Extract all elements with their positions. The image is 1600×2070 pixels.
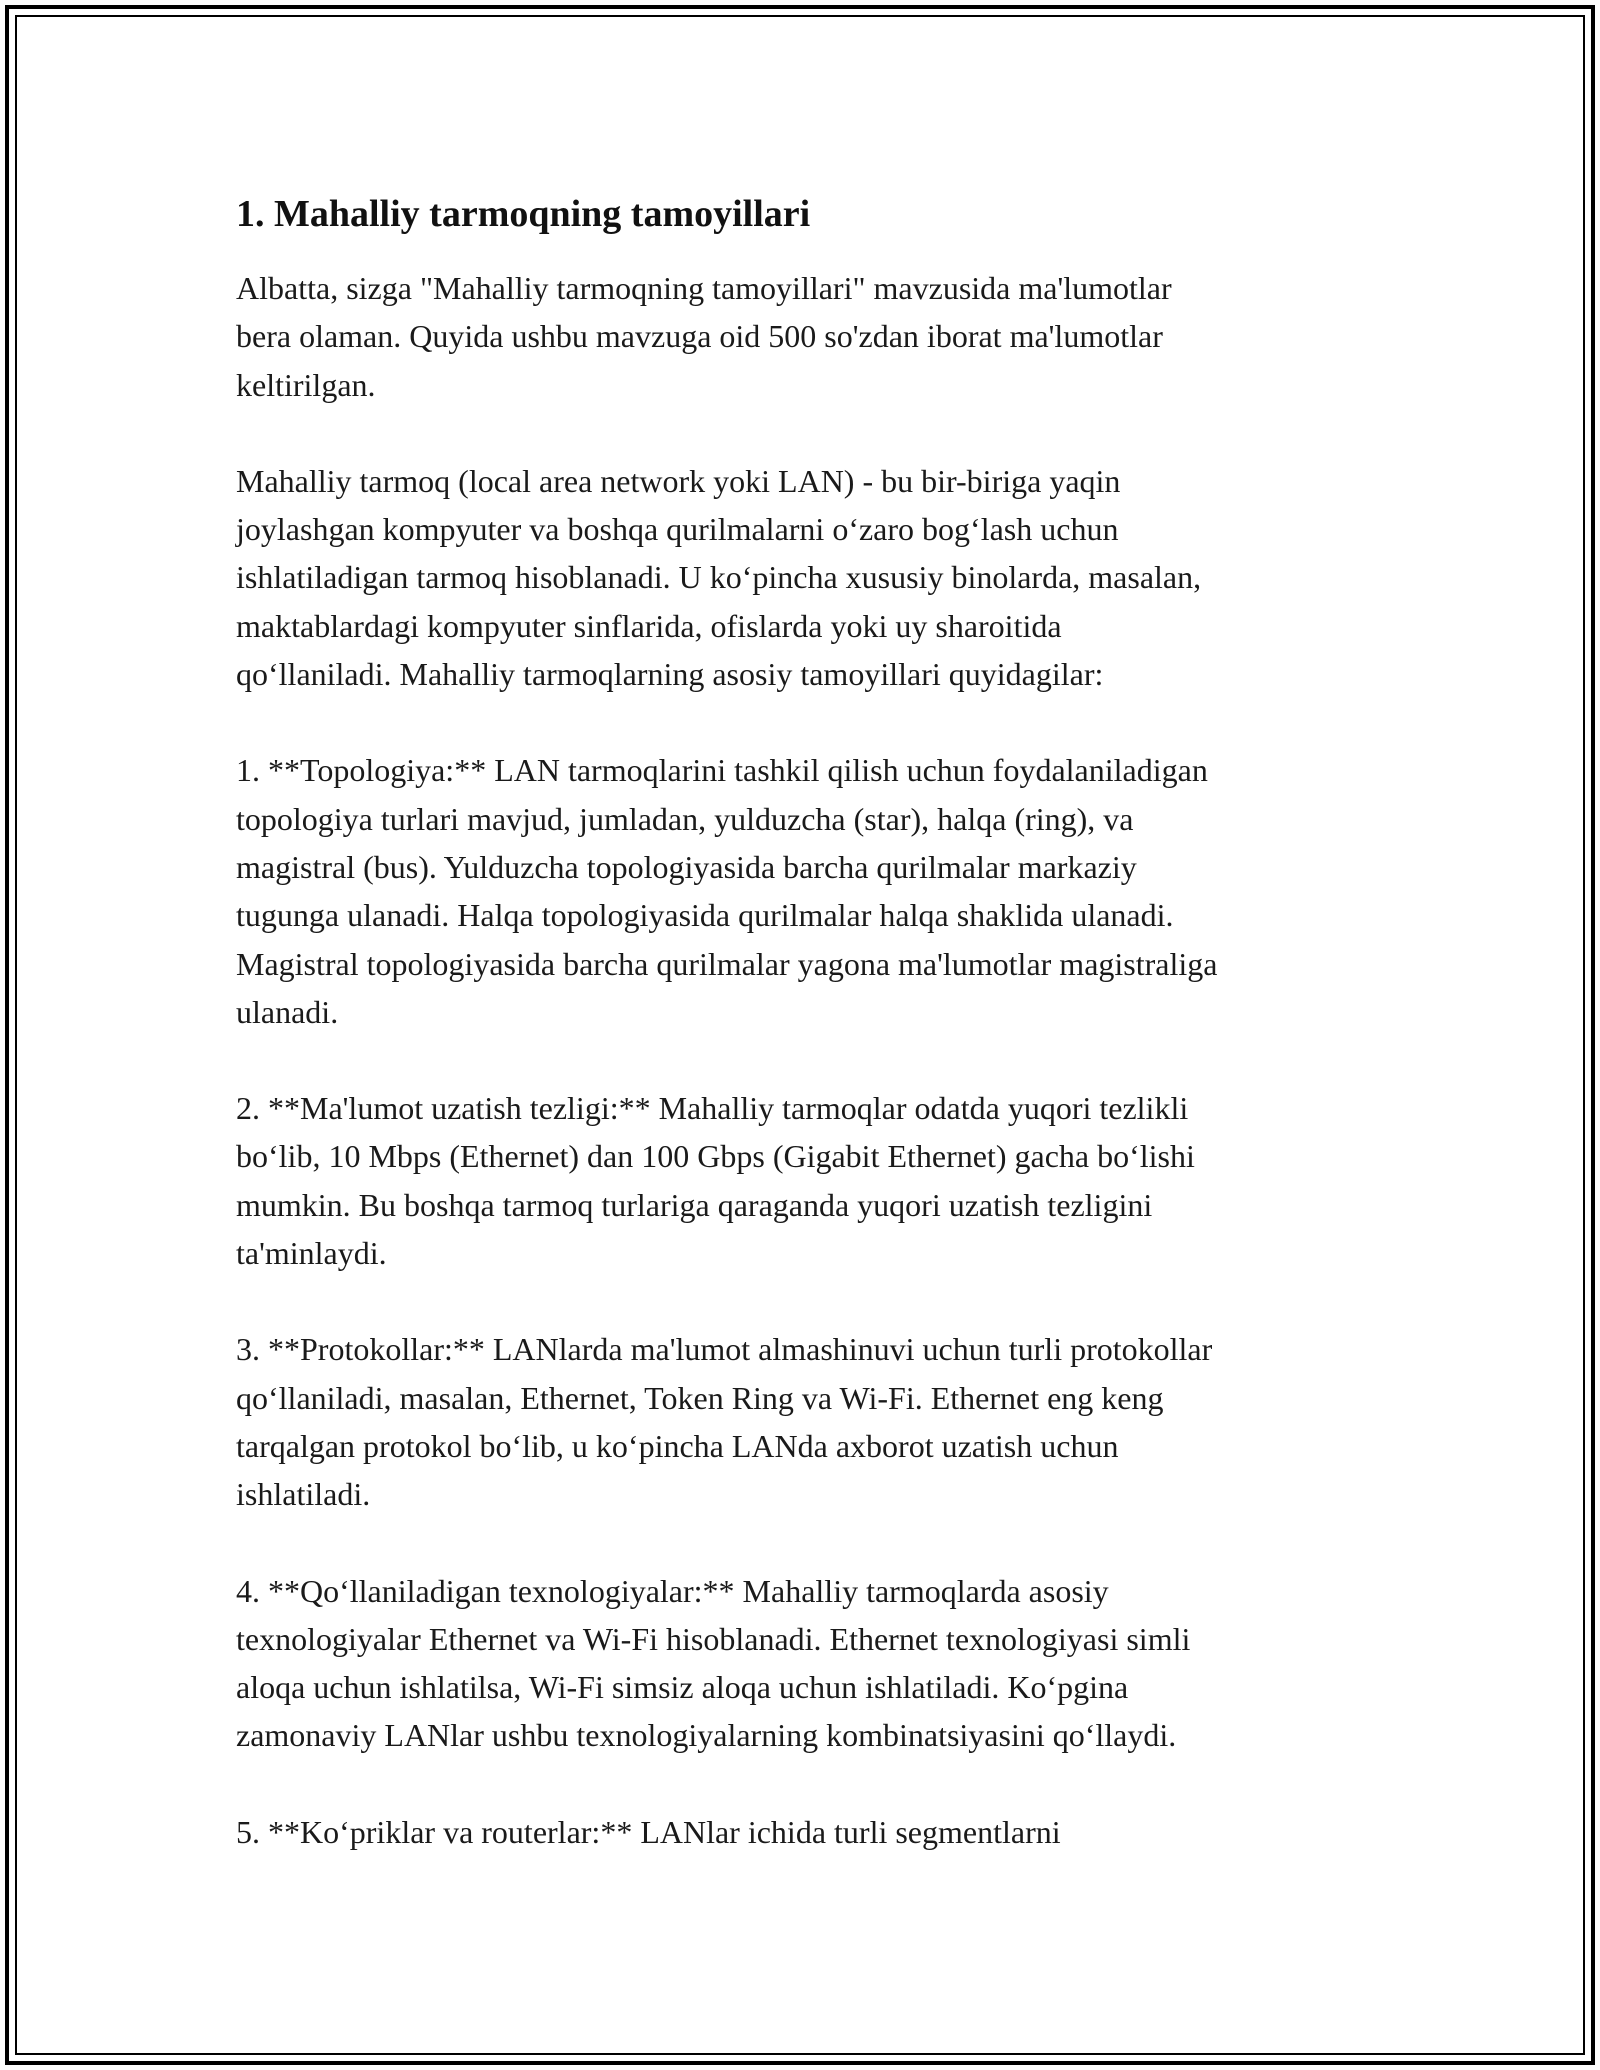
text-line: 5. **Koʻpriklar va routerlar:** LANlar ichida turli segmentlarni: [236, 1813, 1061, 1850]
paragraph: [236, 1325, 1386, 1518]
text-line: qoʻllaniladi, masalan, Ethernet, Token Ring va Wi-Fi. Ethernet eng keng: [236, 1379, 1164, 1416]
text-line: aloqa uchun ishlatilsa, Wi-Fi simsiz aloqa uchun ishlatiladi. Koʻpgina: [236, 1669, 1129, 1706]
paragraph-list: [236, 264, 1386, 1856]
document-body: [236, 186, 1386, 1904]
text-line: tarqalgan protokol boʻlib, u koʻpincha LANda axborot uzatish uchun: [236, 1427, 1119, 1464]
text-line: keltirilgan.: [236, 366, 376, 403]
text-line: 2. **Ma'lumot uzatish tezligi:** Mahalliy tarmoqlar odatda yuqori tezlikli: [236, 1090, 1189, 1127]
paragraph: [236, 264, 1386, 409]
text-line: tugunga ulanadi. Halqa topologiyasida qurilmalar halqa shaklida ulanadi.: [236, 897, 1174, 934]
text-line: maktablardagi kompyuter sinflarida, ofislarda yoki uy sharoitida: [236, 607, 1062, 644]
text-line: topologiya turlari mavjud, jumladan, yulduzcha (star), halqa (ring), va: [236, 800, 1134, 837]
text-line: ta'minlaydi.: [236, 1235, 387, 1272]
text-line: Mahalliy tarmoq (local area network yoki LAN) - bu bir-biriga yaqin: [236, 462, 1121, 499]
text-line: Albatta, sizga "Mahalliy tarmoqning tamoyillari" mavzusida ma'lumotlar: [236, 270, 1172, 306]
text-line: qoʻllaniladi. Mahalliy tarmoqlarning asosiy tamoyillari quyidagilar:: [236, 656, 1104, 693]
paragraph: [236, 1084, 1386, 1277]
paragraph: [236, 457, 1386, 698]
text-line: ulanadi.: [236, 993, 339, 1030]
text-line: bera olaman. Quyida ushbu mavzuga oid 500 so'zdan iborat ma'lumotlar: [236, 318, 1163, 355]
paragraph: [236, 1567, 1386, 1760]
paragraph: [236, 1808, 1386, 1856]
document-title: 1. Mahalliy tarmoqning tamoyillari: [236, 193, 811, 235]
text-line: 1. **Topologiya:** LAN tarmoqlarini tashkil qilish uchun foydalaniladigan: [236, 752, 1208, 789]
text-line: texnologiyalar Ethernet va Wi-Fi hisoblanadi. Ethernet texnologiyasi simli: [236, 1620, 1191, 1657]
text-line: magistral (bus). Yulduzcha topologiyasida barcha qurilmalar markaziy: [236, 848, 1137, 885]
text-line: 3. **Protokollar:** LANlarda ma'lumot almashinuvi uchun turli protokollar: [236, 1331, 1213, 1368]
text-line: mumkin. Bu boshqa tarmoq turlariga qaraganda yuqori uzatish tezligini: [236, 1186, 1153, 1223]
text-line: zamonaviy LANlar ushbu texnologiyalarning kombinatsiyasini qoʻllaydi.: [236, 1717, 1177, 1754]
text-line: boʻlib, 10 Mbps (Ethernet) dan 100 Gbps (Gigabit Ethernet) gacha boʻlishi: [236, 1138, 1195, 1175]
text-line: ishlatiladigan tarmoq hisoblanadi. U koʻpincha xususiy binolarda, masalan,: [236, 559, 1202, 596]
text-line: 4. **Qoʻllaniladigan texnologiyalar:** Mahalliy tarmoqlarda asosiy: [236, 1572, 1109, 1609]
text-line: Magistral topologiyasida barcha qurilmalar yagona ma'lumotlar magistraliga: [236, 945, 1218, 982]
text-line: joylashgan kompyuter va boshqa qurilmalarni oʻzaro bogʻlash uchun: [236, 511, 1119, 548]
text-line: ishlatiladi.: [236, 1476, 371, 1513]
paragraph: [236, 746, 1386, 1036]
